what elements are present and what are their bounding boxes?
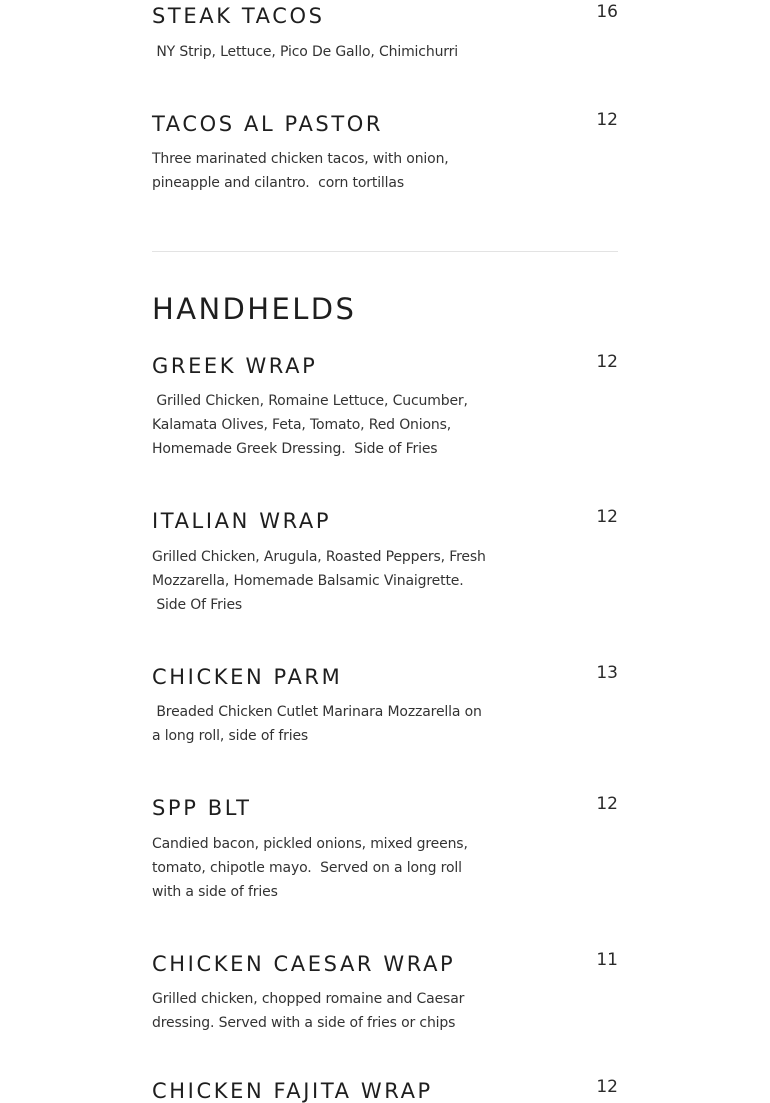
menu-item-name: ITALIAN WRAP <box>152 509 332 533</box>
menu-item-price: 13 <box>596 663 618 683</box>
menu-item-price: 12 <box>596 1077 618 1097</box>
menu-item-price: 11 <box>596 950 618 970</box>
menu-item-description: Grilled Chicken, Romaine Lettuce, Cucumber, Kalamata Olives, Feta, Tomato, Red Onions, Homemade Greek Dressing. Side of Fries <box>152 393 468 457</box>
menu-item-name: TACOS AL PASTOR <box>152 112 384 136</box>
menu-item-description: Three marinated chicken tacos, with onion, pineapple and cilantro. corn tortillas <box>152 151 449 191</box>
menu-item-price: 12 <box>596 507 618 527</box>
menu-item-name: SPP BLT <box>152 796 252 820</box>
menu-item-price: 16 <box>596 2 618 22</box>
menu-item-description: Grilled chicken, chopped romaine and Caesar dressing. Served with a side of fries or chips <box>152 991 465 1031</box>
menu-item-description: Grilled Chicken, Arugula, Roasted Peppers, Fresh Mozzarella, Homemade Balsamic Vinaigrette. Side Of Fries <box>152 549 486 613</box>
section-title: HANDHELDS <box>152 292 357 326</box>
menu-item-description: Breaded Chicken Cutlet Marinara Mozzarella on a long roll, side of fries <box>152 704 482 744</box>
menu-item-name: STEAK TACOS <box>152 4 325 28</box>
menu-item-price: 12 <box>596 794 618 814</box>
section-divider <box>152 251 618 252</box>
menu-item-name: GREEK WRAP <box>152 354 318 378</box>
menu-item-name: CHICKEN PARM <box>152 665 343 689</box>
menu-item-name: CHICKEN CAESAR WRAP <box>152 952 456 976</box>
menu-item-description: Candied bacon, pickled onions, mixed greens, tomato, chipotle mayo. Served on a long roll with a side of fries <box>152 836 468 900</box>
menu-item-description: NY Strip, Lettuce, Pico De Gallo, Chimichurri <box>152 44 458 60</box>
menu-item-name: CHICKEN FAJITA WRAP <box>152 1079 433 1103</box>
menu-item-price: 12 <box>596 110 618 130</box>
menu-item-price: 12 <box>596 352 618 372</box>
